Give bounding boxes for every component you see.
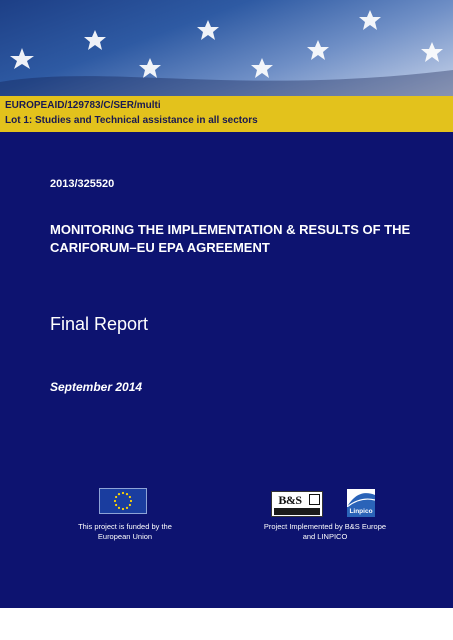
bs-europe-logo (271, 491, 323, 517)
bs-logo-mark-icon (309, 494, 320, 505)
project-number: 2013/325520 (50, 178, 115, 190)
report-date: September 2014 (50, 380, 143, 394)
bs-logo-text: B&S (278, 493, 302, 507)
star-field-icon (0, 0, 453, 96)
report-type: Final Report (50, 314, 149, 334)
contract-reference: EUROPEAID/129783/C/SER/multi (5, 100, 161, 111)
implementation-line-2: and LINPICO (302, 532, 348, 541)
lot-description: Lot 1: Studies and Technical assistance in all sectors (5, 115, 258, 126)
reference-band (0, 96, 453, 132)
report-title: MONITORING THE IMPLEMENTATION & RESULTS OF THE CARIFORUM–EU EPA AGREEMENT (50, 222, 411, 255)
linpico-logo (347, 489, 375, 517)
funding-line-1: This project is funded by the (78, 522, 172, 531)
funding-line-2: European Union (97, 532, 153, 541)
eu-flag-icon (99, 488, 147, 514)
implementation-note (260, 522, 390, 542)
linpico-logo-text: Linpico (349, 508, 373, 515)
implementation-line-1: Project Implemented by B&S Europe (263, 522, 387, 531)
funding-note (60, 522, 190, 542)
eu-flag-banner (0, 0, 453, 96)
linpico-logo-mark (347, 489, 375, 507)
bs-logo-strip (274, 508, 320, 515)
cover-panel (0, 132, 453, 608)
